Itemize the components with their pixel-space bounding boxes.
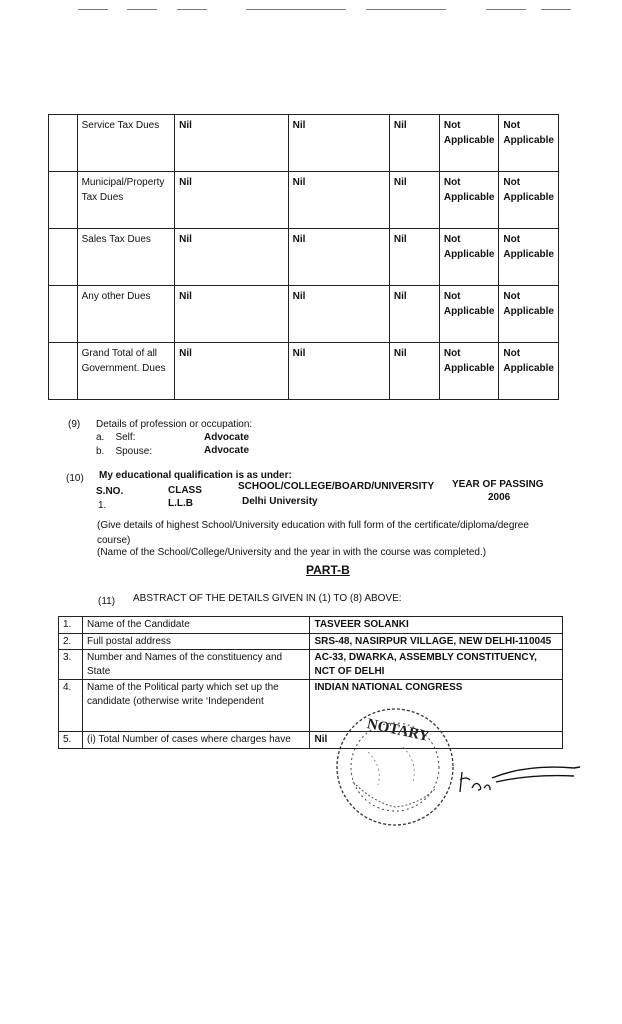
abstract-value: AC-33, DWARKA, ASSEMBLY CONSTITUENCY, NCT OF DELHI: [310, 650, 563, 680]
dues-row: [49, 286, 559, 343]
dues-value: Nil: [288, 286, 389, 343]
dues-label: Grand Total of all Government. Dues: [77, 343, 175, 400]
dues-status: Not Applicable: [439, 115, 499, 172]
dues-row: [49, 115, 559, 172]
dues-value: Nil: [175, 115, 288, 172]
abstract-label: Number and Names of the constituency and State: [82, 650, 310, 680]
stamp-text: NOTARY: [365, 716, 431, 745]
dues-value: Nil: [389, 229, 439, 286]
row-margin-cell: [49, 229, 78, 286]
row-margin-cell: [49, 172, 78, 229]
dues-value: Nil: [389, 172, 439, 229]
abstract-row: [59, 680, 563, 732]
section-9-heading: Details of profession or occupation:: [96, 419, 253, 430]
dues-label: Sales Tax Dues: [77, 229, 175, 286]
section-10-heading: My educational qualification is as under:: [99, 470, 292, 481]
part-b-title: PART-B: [306, 563, 350, 577]
section-11-heading: ABSTRACT OF THE DETAILS GIVEN IN (1) TO (8) ABOVE:: [133, 593, 402, 604]
dues-value: Nil: [175, 343, 288, 400]
col-class: CLASS: [168, 485, 202, 496]
col-year: YEAR OF PASSING: [452, 479, 544, 490]
abstract-num: 2.: [59, 633, 83, 650]
dues-status: Not Applicable: [439, 343, 499, 400]
abstract-num: 1.: [59, 617, 83, 634]
dues-value: Nil: [288, 343, 389, 400]
dues-value: Nil: [175, 286, 288, 343]
scan-mark: [366, 9, 446, 10]
abstract-table: [58, 616, 563, 749]
section-9-number: (9): [68, 419, 81, 430]
abstract-row: [59, 617, 563, 634]
spouse-label: b. Spouse:: [96, 446, 153, 457]
self-label: a. Self:: [96, 432, 136, 443]
dues-value: Nil: [389, 115, 439, 172]
scan-mark: [541, 9, 571, 10]
dues-value: Nil: [389, 343, 439, 400]
abstract-num: 4.: [59, 680, 83, 732]
dues-status: Not Applicable: [499, 343, 559, 400]
self-value: Advocate: [204, 432, 250, 443]
dues-status: Not Applicable: [439, 172, 499, 229]
abstract-value: SRS-48, NASIRPUR VILLAGE, NEW DELHI-110045: [310, 633, 563, 650]
abstract-label: (i) Total Number of cases where charges have: [82, 732, 310, 749]
abstract-value: TASVEER SOLANKI: [310, 617, 563, 634]
dues-status: Not Applicable: [499, 229, 559, 286]
abstract-row: [59, 732, 563, 749]
education-note-1: (Give details of highest School/University education with full form of the certificate/diploma/degree course): [97, 520, 529, 546]
abstract-num: 5.: [59, 732, 83, 749]
dues-status: Not Applicable: [439, 286, 499, 343]
dues-label: Any other Dues: [77, 286, 175, 343]
government-dues-table: [48, 114, 559, 400]
dues-status: Not Applicable: [439, 229, 499, 286]
dues-label: Service Tax Dues: [77, 115, 175, 172]
row-class: L.L.B: [168, 498, 193, 509]
abstract-row: [59, 633, 563, 650]
abstract-value: Nil: [310, 732, 563, 749]
dues-value: Nil: [175, 172, 288, 229]
row-year: 2006: [488, 492, 511, 503]
scan-mark: [127, 9, 157, 10]
dues-row: [49, 229, 559, 286]
signature: [456, 758, 586, 798]
col-school: SCHOOL/COLLEGE/BOARD/UNIVERSITY: [238, 481, 435, 492]
scan-mark: [246, 9, 346, 10]
col-sno: S.NO.: [96, 486, 124, 497]
dues-status: Not Applicable: [499, 286, 559, 343]
abstract-value: INDIAN NATIONAL CONGRESS: [310, 680, 563, 732]
dues-row: [49, 172, 559, 229]
dues-value: Nil: [389, 286, 439, 343]
row-sno: 1.: [98, 500, 107, 511]
abstract-num: 3.: [59, 650, 83, 680]
dues-value: Nil: [288, 172, 389, 229]
dues-row: [49, 343, 559, 400]
dues-value: Nil: [288, 229, 389, 286]
scan-mark: [177, 9, 207, 10]
dues-value: Nil: [288, 115, 389, 172]
section-11-number: (11): [98, 596, 116, 607]
row-margin-cell: [49, 115, 78, 172]
dues-status: Not Applicable: [499, 172, 559, 229]
abstract-label: Name of the Candidate: [82, 617, 310, 634]
row-margin-cell: [49, 343, 78, 400]
education-note-2: (Name of the School/College/University and the year in with the course was completed.): [97, 547, 487, 558]
spouse-value: Advocate: [204, 445, 250, 456]
dues-label: Municipal/Property Tax Dues: [77, 172, 175, 229]
row-margin-cell: [49, 286, 78, 343]
abstract-row: [59, 650, 563, 680]
abstract-label: Name of the Political party which set up the candidate (otherwise write ‘Independent: [82, 680, 310, 732]
scan-mark: [486, 9, 526, 10]
row-school: Delhi University: [242, 496, 318, 507]
section-10-number: (10): [66, 473, 84, 484]
dues-status: Not Applicable: [499, 115, 559, 172]
dues-value: Nil: [175, 229, 288, 286]
abstract-label: Full postal address: [82, 633, 310, 650]
scan-mark: [78, 9, 108, 10]
